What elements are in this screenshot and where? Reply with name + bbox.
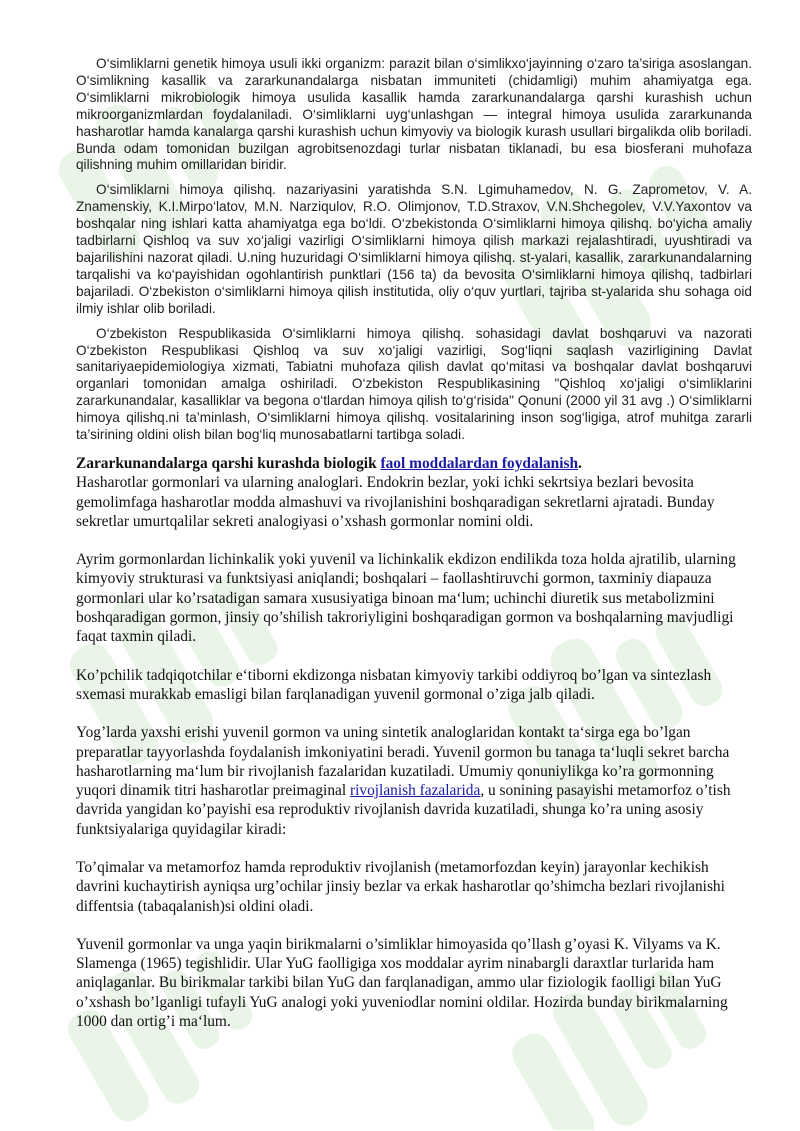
section-paragraph-4-before: Yog’larda yaxshi erishi yuvenil gormon va uning sintetik analoglaridan kontakt ta‘sirga ega bo’lgan preparatlar tayyorlashda foydalanish imkoniyatini beradi. Yuvenil gormon bu tanaga ta‘luqli sekret barcha hasharotlarning ma‘lum bir rivojlanish fazalaridan kuzatiladi. Umumiy qonuniylikga ko’ra gormonning yuqori dinamik titri hasharotlar preimaginal — [76, 724, 730, 800]
section-paragraph-4 — [76, 723, 752, 839]
intro-section — [76, 56, 752, 444]
section-paragraph-2: Ayrim gormonlardan lichinkalik yoki yuvenil va lichinkalik ekdizon endilikda toza holda ajratilib, ularning kimyoviy strukturasi va funktsiyasi aniqlandi; boshqalari – faollashtiruvchi gormon, taxminiy diapauza gormonlari ular ko’rsatadigan samara xususiyatiga binoan ma‘lum; uchinchi diuretik sus metabolizmini boshqaradigan gormon, jinsiy qo’shilish takroriyligini boshqaradigan gormon va boshqalarning mavjudligi faqat taxmin qiladi. — [76, 551, 736, 646]
section-heading-link[interactable]: faol moddalardan foydalanish — [380, 454, 579, 472]
section-heading — [76, 454, 752, 473]
intro-paragraph-2: O‘simliklarni himoya qilishq. nazariyasini yaratishda S.N. Lgimuhamedov, N. G. Zaprometov, V. A. Znamenskiy, K.I.Mirpo‘latov, M.N. Narziqulov, R.O. Olimjonov, T.D.Straxov, V.N.Shchegolev, V.V.Yaxontov va boshqalar ning ishlari katta ahamiyatga ega bo‘ldi. O‘zbekistonda O‘simliklarni himoya qilishq. bo‘yicha amaliy tadbirlarni Qishloq va suv xo‘jaligi vazirligi O‘simliklarni himoya qilish markazi rejalashtiradi, uyushtiradi va bajarilishini nazorat qiladi. U.ning huzuridagi O‘simliklarni himoya qilishq. st-yalari, kasallik, zararkunandalarning tarqalishi va ko‘payishidan ogohlantirish punktlari (156 ta) da bevosita O‘simliklarni himoya qilishq, tadbirlari bajariladi. O‘zbekiston o‘simliklarni himoya qilish institutida, oliy o‘quv yurtlari, tajriba st-yalarida shu sohaga oid ilmiy ishlar olib boriladi. — [76, 182, 752, 316]
intro-paragraph-1: O‘simliklarni genetik himoya usuli ikki organizm: parazit bilan o‘simlikxo‘jayinning o‘zaro ta’siriga asoslangan. O‘simlikning kasallik va zararkunandalarga nisbatan immuniteti (chidamligi) muhim ahamiyatga ega. O‘simliklarni mikrobiologik himoya usulida kasallik hamda zararkunandalarga qarshi kurashish uchun mikroorganizmlardan foydalaniladi. O‘simliklarni uyg‘unlashgan — integral himoya usulida zararkunanda hasharotlar hamda kanalarga qarshi kurashish uchun kimyoviy va biologik kurash usullari birgalikda olib boriladi. Bunda odam tomonidan buzilgan agrobitsenozdagi turlar nisbatan tiklanadi, bu esa biosferani muhofaza qilishning muhim omillaridan biridir. — [76, 56, 752, 173]
rivojlanish-fazalarida-link[interactable]: rivojlanish fazalarida — [349, 782, 481, 800]
section-heading-text: Zararkunandalarga qarshi kurashda biologik — [76, 454, 381, 472]
section-paragraph-5: To’qimalar va metamorfoz hamda reproduktiv rivojlanish (metamorfozdan keyin) jarayonlar kechikish davrini kuchaytirish ayniqsa urg’ochilar jinsiy bezlar va erkak hasharotlar qo’shimcha bezlari rivojlanishi diffentsia (tabaqalanish)si oldini oladi. — [76, 858, 725, 915]
section-paragraph-1: Hasharotlar gormonlari va ularning analoglari. Endokrin bezlar, yoki ichki sekrtsiya bezlari bevosita gemolimfaga hasharotlar modda almashuvi va rivojlanishini boshqaradigan sekretlarni ajratadi. Bunday sekretlar umurtqalilar sekreti analogiyasi o’xshash gormonlar nomini oldi. — [76, 474, 715, 530]
section-paragraph-4-after: , u sonining pasayishi metamorfoz o’tish davrida yangidan ko’payishi esa reproduktiv rivojlanish davrida kuzatiladi, shunga ko’ra uning asosiy funktsiyalariga quyidagilar kiradi: — [76, 782, 731, 838]
section-heading-end: . — [578, 454, 582, 472]
section-paragraph-6: Yuvenil gormonlar va unga yaqin birikmalarni o’simliklar himoyasida qo’llash g’oyasi K. Vilyams va K. Slamenga (1965) tegishlidir. Ular YuG faolligiga xos moddalar ayrim ninabargli daraxtlar turlarida ham aniqlaganlar. Bu birikmalar tarkibi bilan YuG dan farqlanadigan, ammo ular fiziologik faolligi bilan YuG o’xshash bo’lganligi tufayli YuG analogi yoki yuveniodlar nomini oldilar. Hozirda bunday birikmalarning 1000 dan ortig’i ma‘lum. — [76, 935, 728, 1031]
document-content — [76, 56, 752, 1050]
biological-section — [76, 454, 752, 1031]
section-paragraph-3: Ko’pchilik tadqiqotchilar e‘tiborni ekdizonga nisbatan kimyoviy tarkibi oddiyroq bo’lgan va sintezlash sxemasi murakkab emasligi bilan farqlanadigan yuvenil gormonal o’ziga jalb qiladi. — [76, 666, 712, 703]
intro-paragraph-3: O‘zbekiston Respublikasida O‘simliklarni himoya qilishq. sohasidagi davlat boshqaruvi va nazorati O‘zbekiston Respublikasi Qishloq va suv xo‘jaligi vazirligi, Sog‘liqni saqlash vazirligining Davlat sanitariyaepidemiologiya xizmati, Tabiatni muhofaza qilish davlat qo‘mitasi va boshqalar davlat boshqaruvi organlari tomonidan amalga oshiriladi. O‘zbekiston Respublikasining "Qishloq xo‘jaligi o‘simliklarini zararkunandalar, kasalliklar va begona o‘tlardan himoya qilish to‘g‘risida" Qonuni (2000 yil 31 avg .) O‘simliklarni himoya qilishq.ni ta’minlash, O‘simliklarni himoya qilishq. vositalarining inson sog‘ligiga, atrof muhitga zararli ta’sirining oldini olish bilan bog‘liq munosabatlarni tartibga soladi. — [76, 325, 752, 443]
